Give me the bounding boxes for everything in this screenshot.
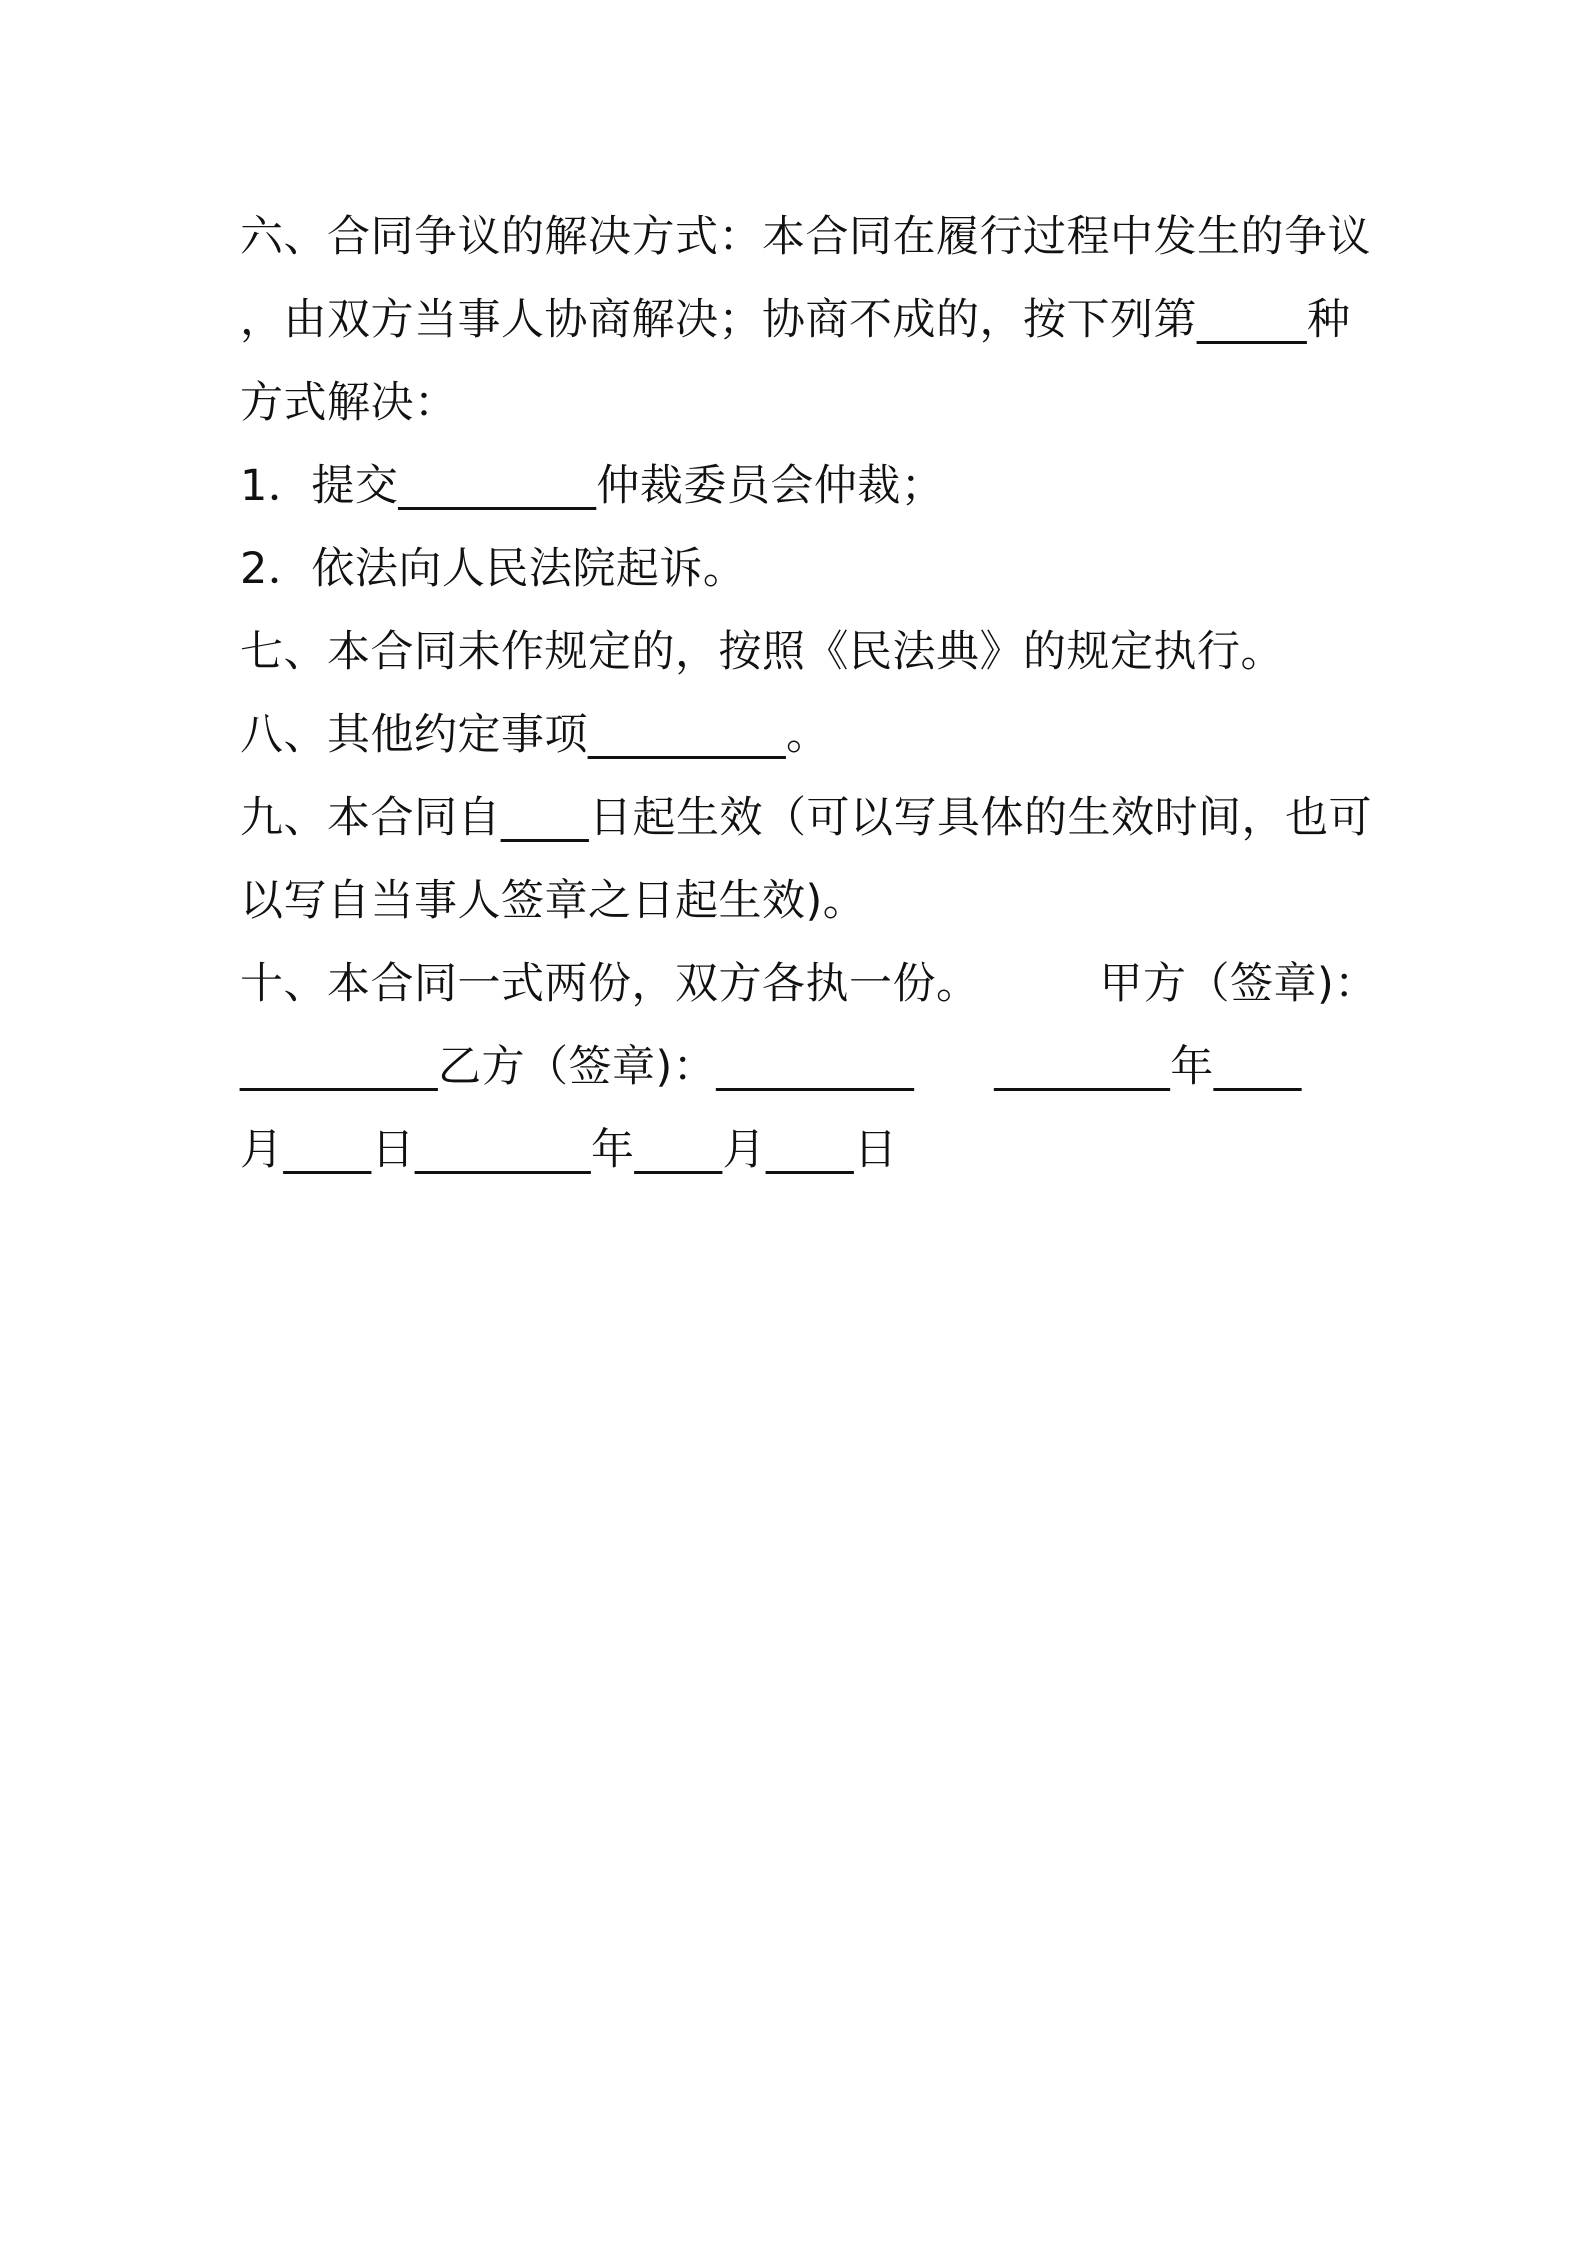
- signature-line-1: [240, 1026, 1360, 1109]
- clause-eight: 八、其他约定事项_________。: [240, 710, 830, 760]
- clause-nine-line-2: 以写自当事人签章之日起生效)。: [240, 876, 867, 926]
- party-a-signature-label: 甲方（签章)：: [1099, 959, 1378, 1009]
- contract-body: [240, 196, 1378, 1192]
- option-2-litigation: 2．依法向人民法院起诉。: [240, 544, 747, 594]
- clause-seven: 七、本合同未作规定的，按照《民法典》的规定执行。: [240, 627, 1284, 677]
- signature-line-2: 月____日________年____月____日: [240, 1125, 898, 1175]
- clause-six-line-1: 六、合同争议的解决方式：本合同在履行过程中发生的争议: [240, 212, 1371, 262]
- option-1-arbitration: 1．提交_________仲裁委员会仲裁；: [240, 461, 945, 511]
- clause-six-line-3: 方式解决：: [240, 378, 458, 428]
- clause-ten-text: 十、本合同一式两份，双方各执一份。: [240, 959, 980, 1009]
- date-a-part1: ________年____: [994, 1042, 1302, 1092]
- clause-six-line-2: ，由双方当事人协商解决；协商不成的，按下列第_____种: [240, 295, 1351, 345]
- party-b-signature: _________乙方（签章)：_________: [240, 1042, 915, 1092]
- clause-nine-line-1: 九、本合同自____日起生效（可以写具体的生效时间，也可: [240, 793, 1372, 843]
- clause-ten: [240, 943, 1378, 1026]
